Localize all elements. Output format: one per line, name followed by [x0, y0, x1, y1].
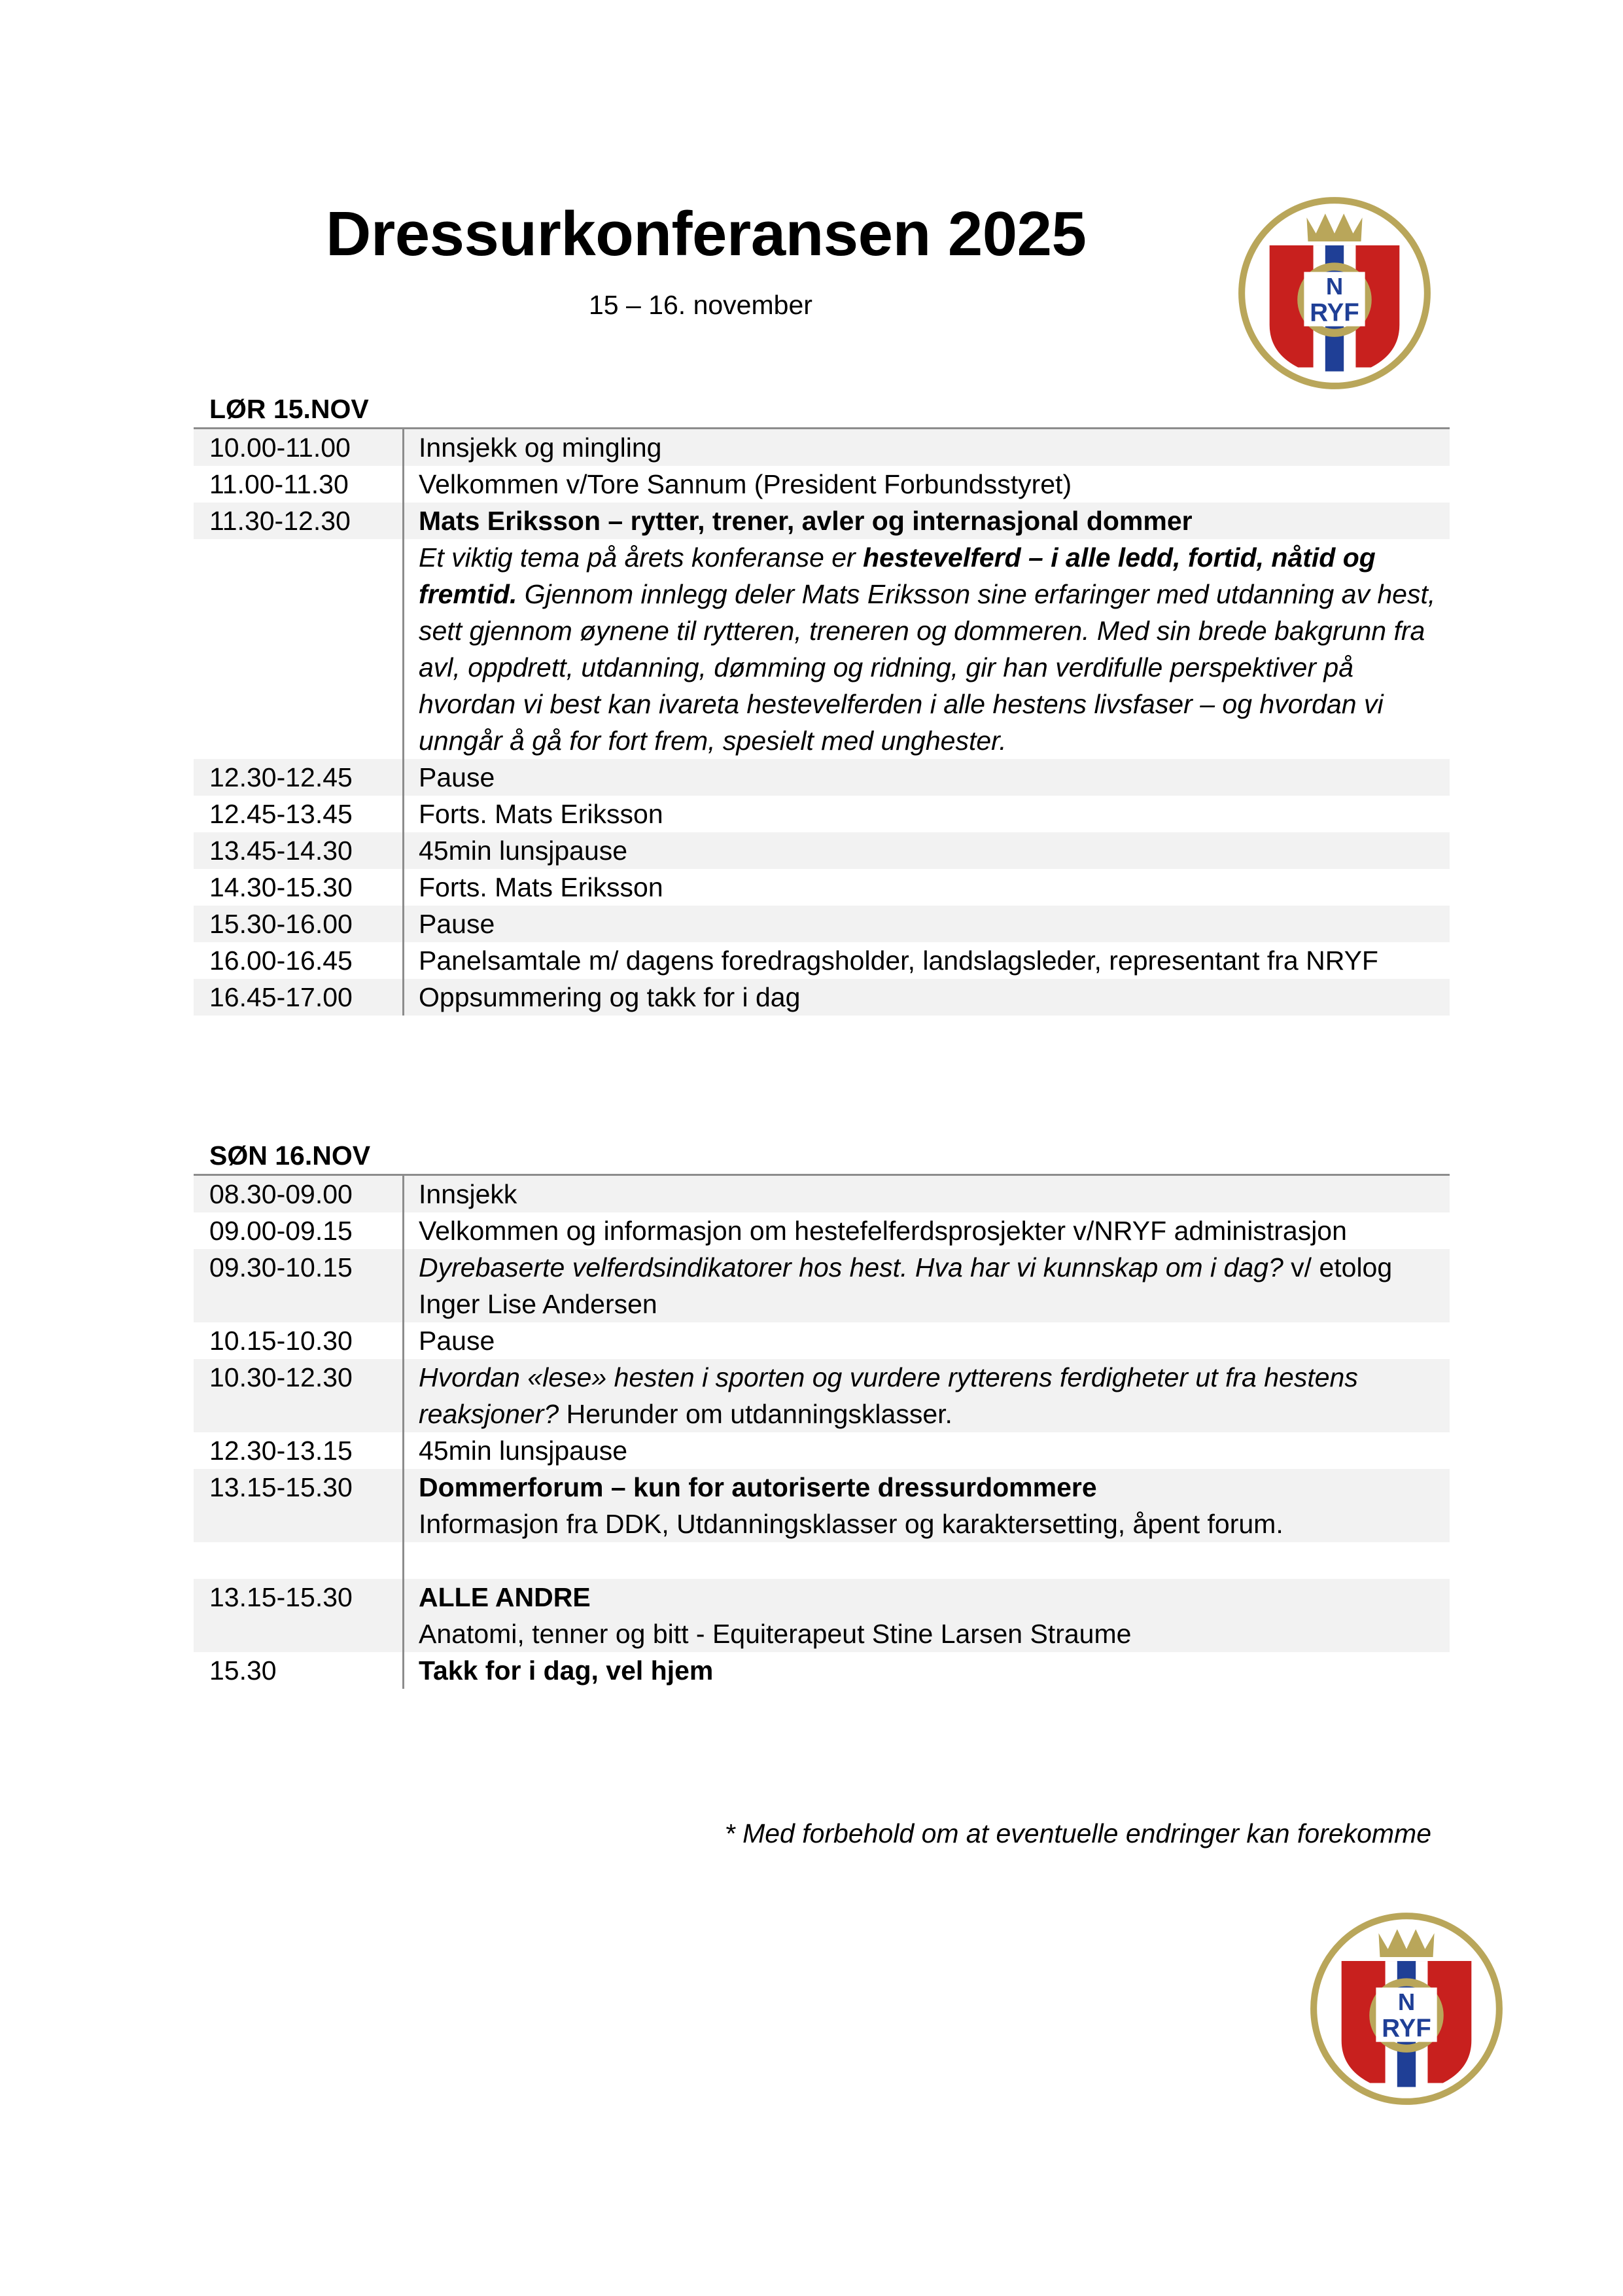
row-text: Panelsamtale m/ dagens foredragsholder, landslagsleder, representant fra NRYF	[419, 945, 1378, 976]
session-description	[404, 539, 1450, 759]
row-text: Velkommen v/Tore Sannum (President Forbundsstyret)	[419, 469, 1072, 499]
row-time: 13.15-15.30	[194, 1469, 404, 1542]
session-heading: ALLE ANDRE	[419, 1582, 591, 1612]
talk-title: Dyrebaserte velferdsindikatorer hos hest. Hva har vi kunnskap om i dag?	[419, 1252, 1283, 1282]
talk-speaker: v/ etolog Inger Lise Andersen	[419, 1252, 1393, 1319]
table-row	[194, 832, 1450, 869]
table-row	[194, 906, 1450, 942]
table-row	[194, 869, 1450, 906]
row-time: 12.45-13.45	[194, 796, 404, 832]
table-row	[194, 942, 1450, 979]
session-heading: Mats Eriksson – rytter, trener, avler og internasjonal dommer	[419, 506, 1193, 536]
row-time: 10.30-12.30	[194, 1359, 404, 1432]
logo-text-ryf: RYF	[1382, 2014, 1431, 2043]
row-time-empty	[194, 539, 404, 759]
page-title: Dressurkonferansen 2025	[326, 199, 1087, 269]
row-text: Forts. Mats Eriksson	[419, 799, 663, 829]
row-time-empty	[194, 1542, 404, 1579]
row-text: 45min lunsjpause	[419, 836, 628, 866]
session-detail: Anatomi, tenner og bitt - Equiterapeut Stine Larsen Straume	[419, 1619, 1132, 1649]
closing-text: Takk for i dag, vel hjem	[419, 1655, 714, 1686]
table-row	[194, 539, 1450, 759]
row-text: Oppsummering og takk for i dag	[419, 982, 801, 1012]
row-time: 11.30-12.30	[194, 503, 404, 539]
row-time: 09.00-09.15	[194, 1212, 404, 1249]
nryf-logo-icon	[1307, 1909, 1506, 2108]
table-row	[194, 466, 1450, 503]
desc-rest: Gjennom innlegg deler Mats Eriksson sine erfaringer med utdanning av hest, sett gjennom øynene til rytteren, treneren og dommeren. Med sin brede bakgrunn fra avl, oppdrett, utdanning, dømming og ridning, gir han verdifulle perspektiver på hvordan vi best kan ivareta hestevelferden i alle hestens livsfaser – og hvordan vi unngår å gå for fort frem, spesielt med unghester.	[419, 579, 1436, 756]
row-text	[404, 1359, 1450, 1432]
row-text: Forts. Mats Eriksson	[419, 872, 663, 902]
table-row	[194, 1432, 1450, 1469]
footnote: * Med forbehold om at eventuelle endringer kan forekomme	[724, 1818, 1431, 1848]
talk-note: Herunder om utdanningsklasser.	[559, 1399, 952, 1429]
session-detail: Informasjon fra DDK, Utdanningsklasser og karaktersetting, åpent forum.	[419, 1509, 1283, 1539]
row-text: Innsjekk og mingling	[419, 433, 662, 463]
table-row	[194, 1176, 1450, 1212]
row-time: 10.15-10.30	[194, 1322, 404, 1359]
row-time: 15.30	[194, 1652, 404, 1689]
row-text	[404, 1469, 1450, 1542]
day1-schedule	[194, 427, 1450, 1016]
logo-text-n: N	[1397, 1988, 1416, 2016]
row-text: Pause	[419, 909, 495, 939]
table-row	[194, 796, 1450, 832]
row-text: Innsjekk	[419, 1179, 517, 1209]
day1-label: LØR 15.NOV	[209, 394, 369, 424]
row-time: 16.45-17.00	[194, 979, 404, 1016]
row-time: 12.30-13.15	[194, 1432, 404, 1469]
table-row	[194, 759, 1450, 796]
table-row	[194, 429, 1450, 466]
day2-schedule	[194, 1174, 1450, 1689]
nryf-logo-icon	[1235, 194, 1434, 393]
table-row-spacer	[194, 1542, 1450, 1579]
desc-bold: hestevelferd – i alle ledd, fortid, nåtid og fremtid.	[419, 542, 1376, 609]
table-row	[194, 1249, 1450, 1322]
table-row	[194, 503, 1450, 539]
row-text: 45min lunsjpause	[419, 1436, 628, 1466]
row-time: 13.45-14.30	[194, 832, 404, 869]
table-row	[194, 979, 1450, 1016]
table-row	[194, 1579, 1450, 1652]
row-time: 13.15-15.30	[194, 1579, 404, 1652]
day2-label: SØN 16.NOV	[209, 1140, 371, 1171]
row-text-empty	[404, 1542, 1450, 1579]
table-row	[194, 1212, 1450, 1249]
row-time: 10.00-11.00	[194, 429, 404, 466]
desc-intro: Et viktig tema på årets konferanse er	[419, 542, 864, 573]
row-time: 08.30-09.00	[194, 1176, 404, 1212]
logo-text-ryf: RYF	[1310, 298, 1359, 327]
row-text	[404, 1579, 1450, 1652]
row-time: 14.30-15.30	[194, 869, 404, 906]
row-time: 15.30-16.00	[194, 906, 404, 942]
table-row	[194, 1322, 1450, 1359]
row-time: 11.00-11.30	[194, 466, 404, 503]
logo-text-n: N	[1325, 273, 1344, 300]
row-text	[404, 1249, 1450, 1322]
row-text: Pause	[419, 762, 495, 792]
event-dates: 15 – 16. november	[589, 290, 812, 320]
session-heading: Dommerforum – kun for autoriserte dressurdommere	[419, 1472, 1097, 1502]
table-row	[194, 1469, 1450, 1542]
talk-title: Hvordan «lese» hesten i sporten og vurdere rytterens ferdigheter ut fra hestens reaksjoner?	[419, 1362, 1358, 1429]
row-text: Pause	[419, 1326, 495, 1356]
table-row	[194, 1359, 1450, 1432]
row-time: 12.30-12.45	[194, 759, 404, 796]
row-time: 16.00-16.45	[194, 942, 404, 979]
table-row	[194, 1652, 1450, 1689]
row-time: 09.30-10.15	[194, 1249, 404, 1322]
row-text: Velkommen og informasjon om hestefelferdsprosjekter v/NRYF administrasjon	[419, 1216, 1347, 1246]
